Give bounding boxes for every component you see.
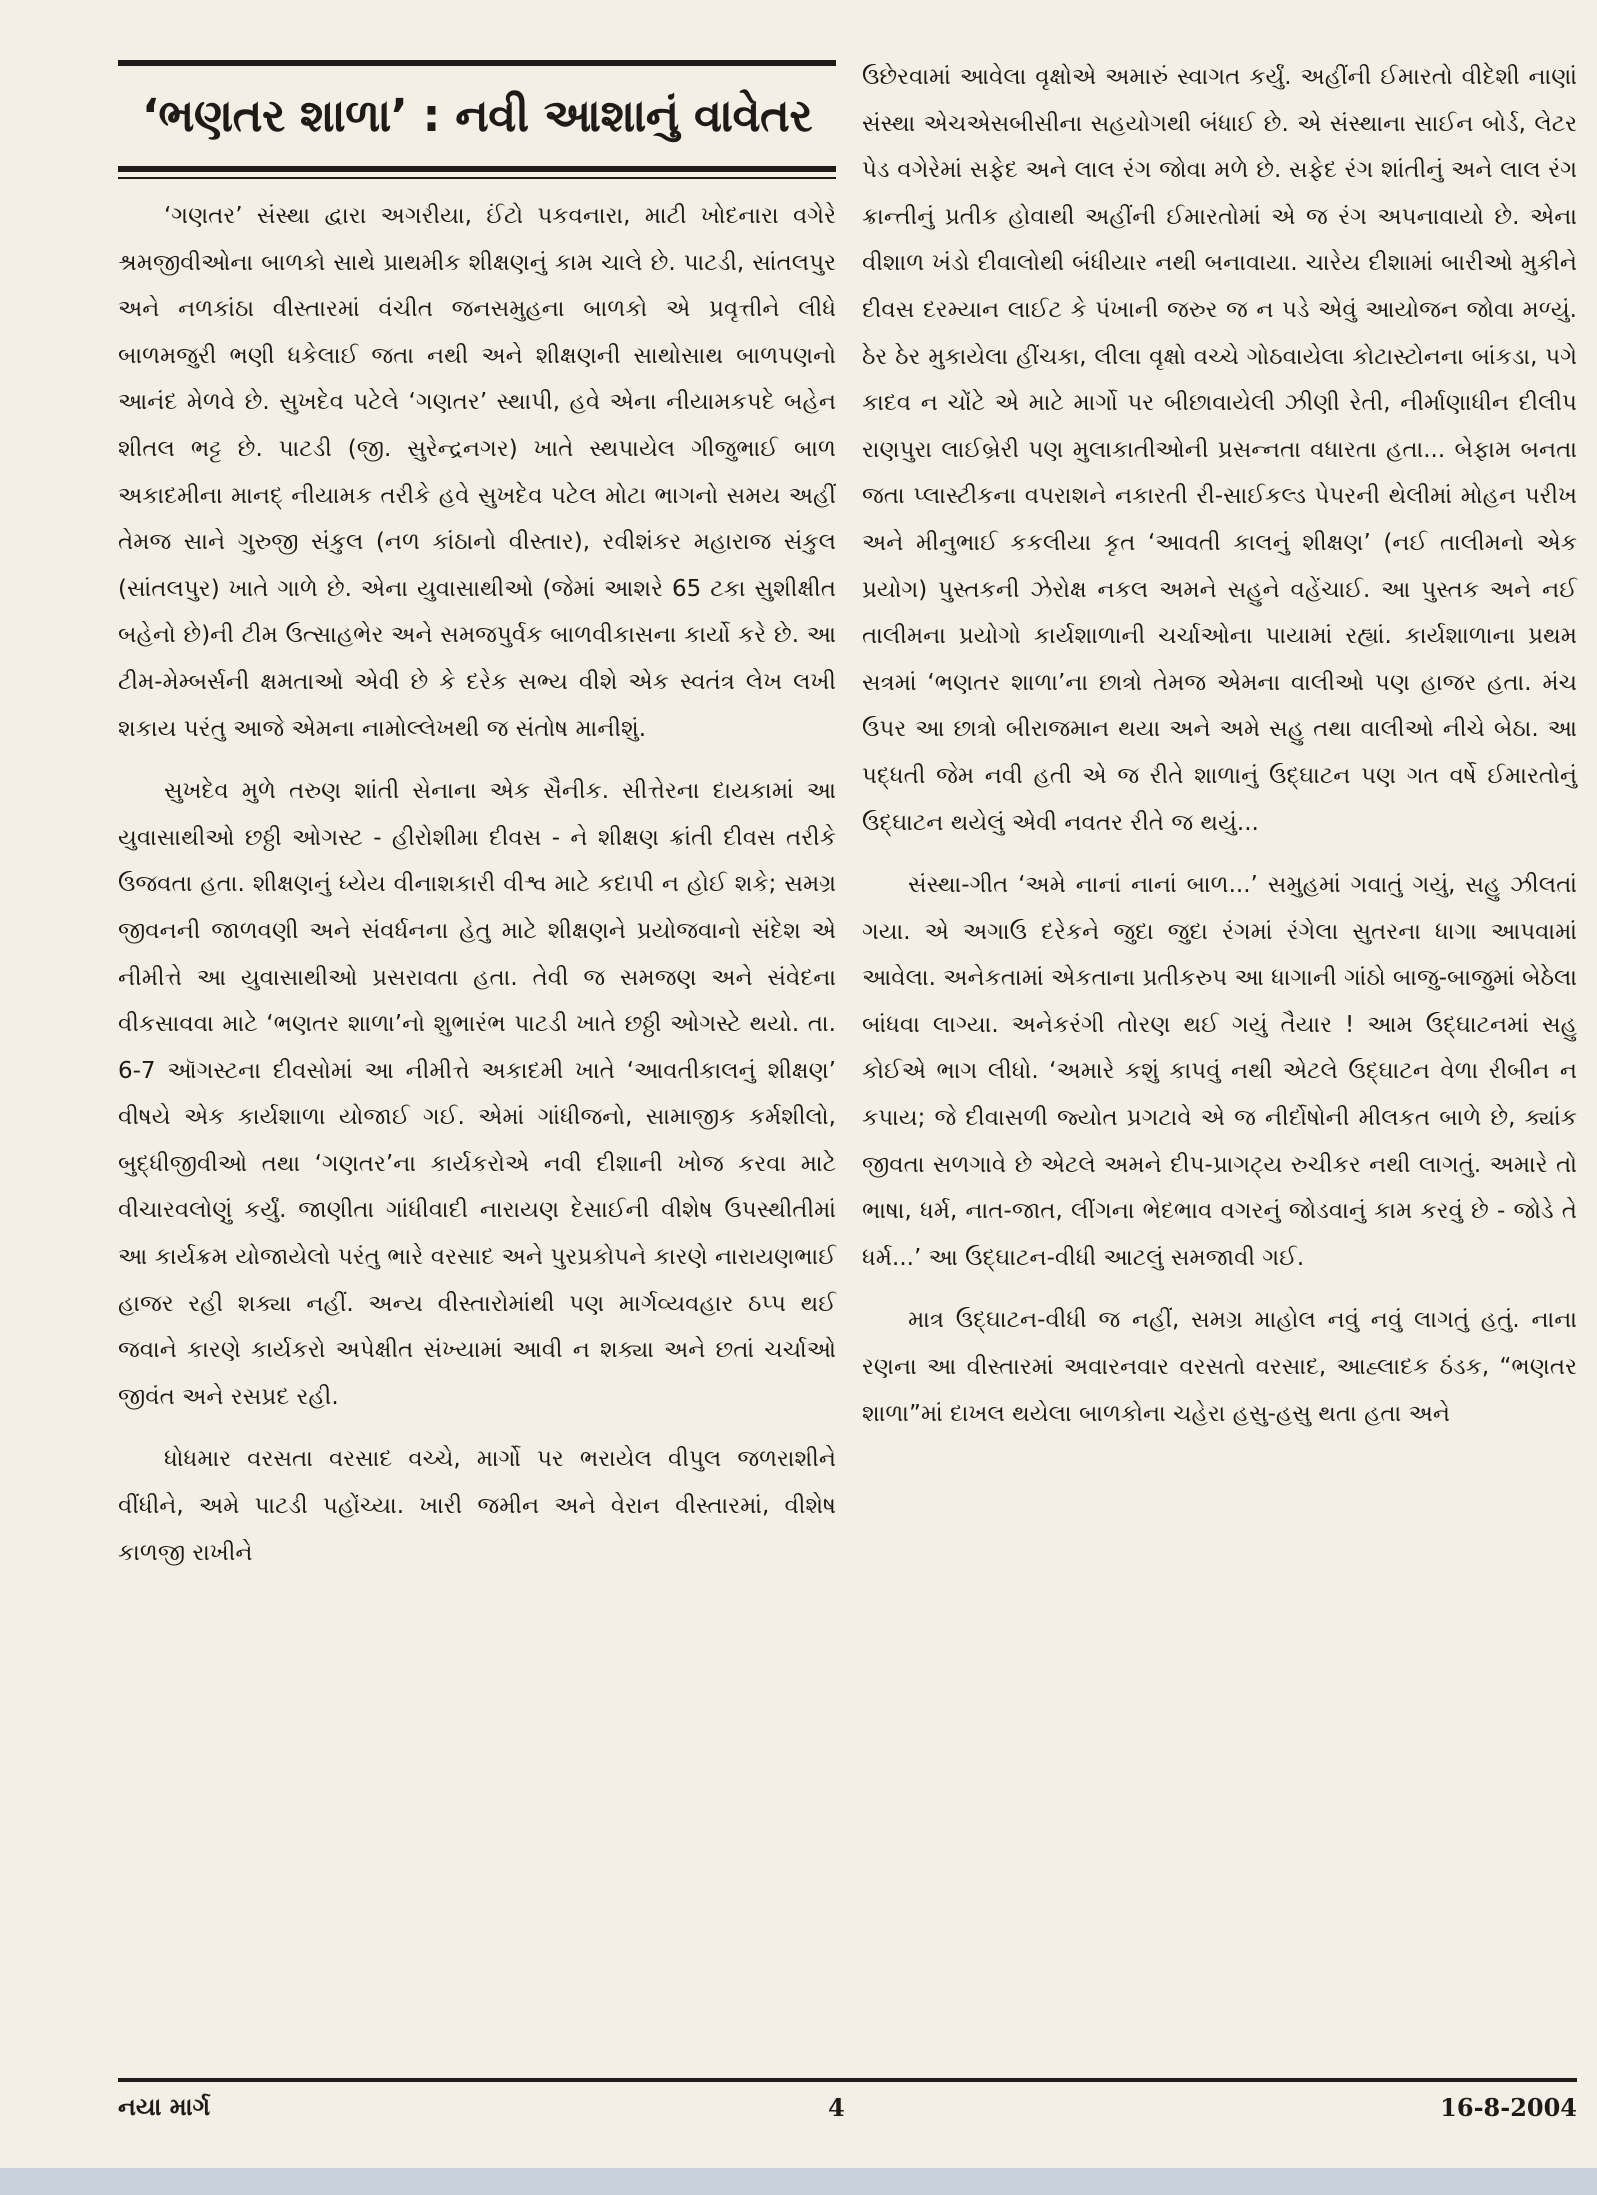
article-paragraph: ધોધમાર વરસતા વરસાદ વચ્ચે, માર્ગો પર ભરાયેલ વીપુલ જળરાશીને વીંધીને, અમે પાટડી પહોંચ્યા. ખારી જમીન અને વેરાન વીસ્તારમાં, વીશેષ કાળજી રાખીને — [118, 1446, 836, 1566]
publication-name: નયા માર્ગ — [118, 2093, 211, 2121]
scan-edge-strip — [0, 2168, 1597, 2195]
headline-top-rule — [118, 60, 836, 66]
left-column — [118, 60, 836, 2055]
article-paragraph: ઉછેરવામાં આવેલા વૃક્ષોએ અમારું સ્વાગત કર્યું. અહીંની ઈમારતો વીદેશી નાણાં સંસ્થા એચએસબીસીના સહયોગથી બંધાઈ છે. એ સંસ્થાના સાઈન બોર્ડ, લેટર પેડ વગેરેમાં સફેદ અને લાલ રંગ જોવા મળે છે. સફેદ રંગ શાંતીનું અને લાલ રંગ ક્રાન્તીનું પ્રતીક હોવાથી અહીંની ઈમારતોમાં એ જ રંગ અપનાવાયો છે. એના વીશાળ ખંડો દીવાલોથી બંધીયાર નથી બનાવાયા. ચારેય દીશામાં બારીઓ મુકીને દીવસ દરમ્યાન લાઈટ કે પંખાની જરુર જ ન પડે એવું આયોજન જોવા મળ્યું. ઠેર ઠેર મુકાયેલા હીંચકા, લીલા વૃક્ષો વચ્ચે ગોઠવાયેલા કોટાસ્ટોનના બાંકડા, પગે કાદવ ન ચોંટે એ માટે માર્ગો પર બીછાવાયેલી ઝીણી રેતી, નીર્માણાધીન દીલીપ રાણપુરા લાઈબ્રેરી પણ મુલાકાતીઓની પ્રસન્નતા વધારતા હતા... બેફામ બનતા જતા પ્લાસ્ટીકના વપરાશને નકારતી રી-સાઈકલ્ડ પેપરની થેલીમાં મોહન પરીખ અને મીનુભાઈ કકલીયા કૃત ‘આવતી કાલનું શીક્ષણ’ (નઈ તાલીમનો એક પ્રયોગ) પુસ્તકની ઝેરોક્ષ નકલ અમને સહુને વહેંચાઈ. આ પુસ્તક અને નઈ તાલીમના પ્રયોગો કાર્યશાળાની ચર્ચાઓના પાયામાં રહ્યાં. કાર્યશાળાના પ્રથમ સત્રમાં ‘ભણતર શાળા’ના છાત્રો તેમજ એમના વાલીઓ પણ હાજર હતા. મંચ ઉપર આ છાત્રો બીરાજમાન થયા અને અમે સહુ તથા વાલીઓ નીચે બેઠા. આ પદ્ધતી જેમ નવી હતી એ જ રીતે શાળાનું ઉદ્ઘાટન પણ ગત વર્ષે ઈમારતોનું ઉદ્ઘાટન થયેલું એવી નવતર રીતે જ થયું... — [862, 64, 1577, 836]
article-paragraph: ‘ગણતર’ સંસ્થા દ્વારા અગરીયા, ઈંટો પકવનારા, માટી ખોદનારા વગેરે શ્રમજીવીઓના બાળકો સાથે પ્રાથમીક શીક્ષણનું કામ ચાલે છે. પાટડી, સાંતલપુર અને નળકાંઠા વીસ્તારમાં વંચીત જનસમુહના બાળકો એ પ્રવૃત્તીને લીધે બાળમજુરી ભણી ધકેલાઈ જતા નથી અને શીક્ષણની સાથોસાથ બાળપણનો આનંદ મેળવે છે. સુખદેવ પટેલે ‘ગણતર’ સ્થાપી, હવે એના નીયામકપદે બહેન શીતલ ભટ્ટ છે. પાટડી (જી. સુરેન્દ્રનગર) ખાતે સ્થપાયેલ ગીજુભાઈ બાળ અકાદમીના માનદ્ નીયામક તરીકે હવે સુખદેવ પટેલ મોટા ભાગનો સમય અહીં તેમજ સાને ગુરુજી સંકુલ (નળ કાંઠાનો વીસ્તાર), રવીશંકર મહારાજ સંકુલ (સાંતલપુર) ખાતે ગાળે છે. એના યુવાસાથીઓ (જેમાં આશરે 65 ટકા સુશીક્ષીત બહેનો છે)ની ટીમ ઉત્સાહભેર અને સમજપુર્વક બાળવીકાસના કાર્યો કરે છે. આ ટીમ-મેમ્બર્સની ક્ષમતાઓ એવી છે કે દરેક સભ્ય વીશે એક સ્વતંત્ર લેખ લખી શકાય પરંતુ આજે એમના નામોલ્લેખથી જ સંતોષ માનીશું. — [118, 203, 836, 742]
article-headline: ‘ભણતર શાળા’ : નવી આશાનું વાવેતર — [141, 89, 813, 142]
article-paragraph: સંસ્થા-ગીત ‘અમે નાનાં નાનાં બાળ...’ સમુહમાં ગવાતું ગયું, સહુ ઝીલતાં ગયા. એ અગાઉ દરેકને જુદા જુદા રંગમાં રંગેલા સુતરના ધાગા આપવામાં આવેલા. અનેકતામાં એકતાના પ્રતીકરુપ આ ધાગાની ગાંઠો બાજુ-બાજુમાં બેઠેલા બાંધવા લાગ્યા. અનેકરંગી તોરણ થઈ ગયું તૈયાર ! આમ ઉદ્ઘાટનમાં સહુ કોઈએ ભાગ લીધો. ‘અમારે કશું કાપવું નથી એટલે ઉદ્ઘાટન વેળા રીબીન ન કપાય; જે દીવાસળી જ્યોત પ્રગટાવે એ જ નીર્દોષોની મીલકત બાળે છે, ક્યાંક જીવતા સળગાવે છે એટલે અમને દીપ-પ્રાગટ્ય રુચીકર નથી લાગતું. અમારે તો ભાષા, ધર્મ, નાત-જાત, લીંગના ભેદભાવ વગરનું જોડવાનું કામ કરવું છે - જોડે તે ધર્મ...’ આ ઉદ્ઘાટન-વીધી આટલું સમજાવી ગઈ. — [862, 872, 1577, 1271]
page-number: 4 — [828, 2093, 845, 2122]
headline-bottom-thin-rule — [118, 177, 836, 179]
article-paragraph: સુખદેવ મુળે તરુણ શાંતી સેનાના એક સૈનીક. સીત્તેરના દાયકામાં આ યુવાસાથીઓ છઠ્ઠી ઓગસ્ટ - હીરોશીમા દીવસ - ને શીક્ષણ ક્રાંતી દીવસ તરીકે ઉજવતા હતા. શીક્ષણનું ધ્યેય વીનાશકારી વીશ્વ માટે કદાપી ન હોઈ શકે; સમગ્ર જીવનની જાળવણી અને સંવર્ધનના હેતુ માટે શીક્ષણને પ્રયોજવાનો સંદેશ એ નીમીત્તે આ યુવાસાથીઓ પ્રસરાવતા હતા. તેવી જ સમજણ અને સંવેદના વીકસાવવા માટે ‘ભણતર શાળા’નો શુભારંભ પાટડી ખાતે છઠ્ઠી ઓગસ્ટે થયો. તા. 6-7 ઑગસ્ટના દીવસોમાં આ નીમીત્તે અકાદમી ખાતે ‘આવતીકાલનું શીક્ષણ’ વીષયે એક કાર્યશાળા યોજાઈ ગઈ. એમાં ગાંધીજનો, સામાજીક કર્મશીલો, બુદ્ધીજીવીઓ તથા ‘ગણતર’ના કાર્યકરોએ નવી દીશાની ખોજ કરવા માટે વીચારવલોણું કર્યું. જાણીતા ગાંધીવાદી નારાયણ દેસાઈની વીશેષ ઉપસ્થીતીમાં આ કાર્યક્રમ યોજાયેલો પરંતુ ભારે વરસાદ અને પુરપ્રકોપને કારણે નારાયણભાઈ હાજર રહી શક્યા નહીં. અન્ય વીસ્તારોમાંથી પણ માર્ગવ્યવહાર ઠપ્પ થઈ જવાને કારણે કાર્યકરો અપેક્ષીત સંખ્યામાં આવી ન શક્યા અને છતાં ચર્ચાઓ જીવંત અને રસપ્રદ રહી. — [118, 778, 836, 1410]
right-column — [862, 60, 1577, 2055]
issue-date: 16-8-2004 — [1440, 2093, 1577, 2122]
article-paragraph: માત્ર ઉદ્ઘાટન-વીધી જ નહીં, સમગ્ર માહોલ નવું નવું લાગતું હતું. નાના રણના આ વીસ્તારમાં અવારનવાર વરસતો વરસાદ, આહ્લાદક ઠંડક, “ભણતર શાળા”માં દાખલ થયેલા બાળકોના ચહેરા હસુ-હસુ થતા હતા અને — [862, 1307, 1577, 1427]
footer-rule — [118, 2078, 1577, 2082]
headline-bottom-rule — [118, 166, 836, 172]
page-footer — [118, 2093, 1577, 2143]
